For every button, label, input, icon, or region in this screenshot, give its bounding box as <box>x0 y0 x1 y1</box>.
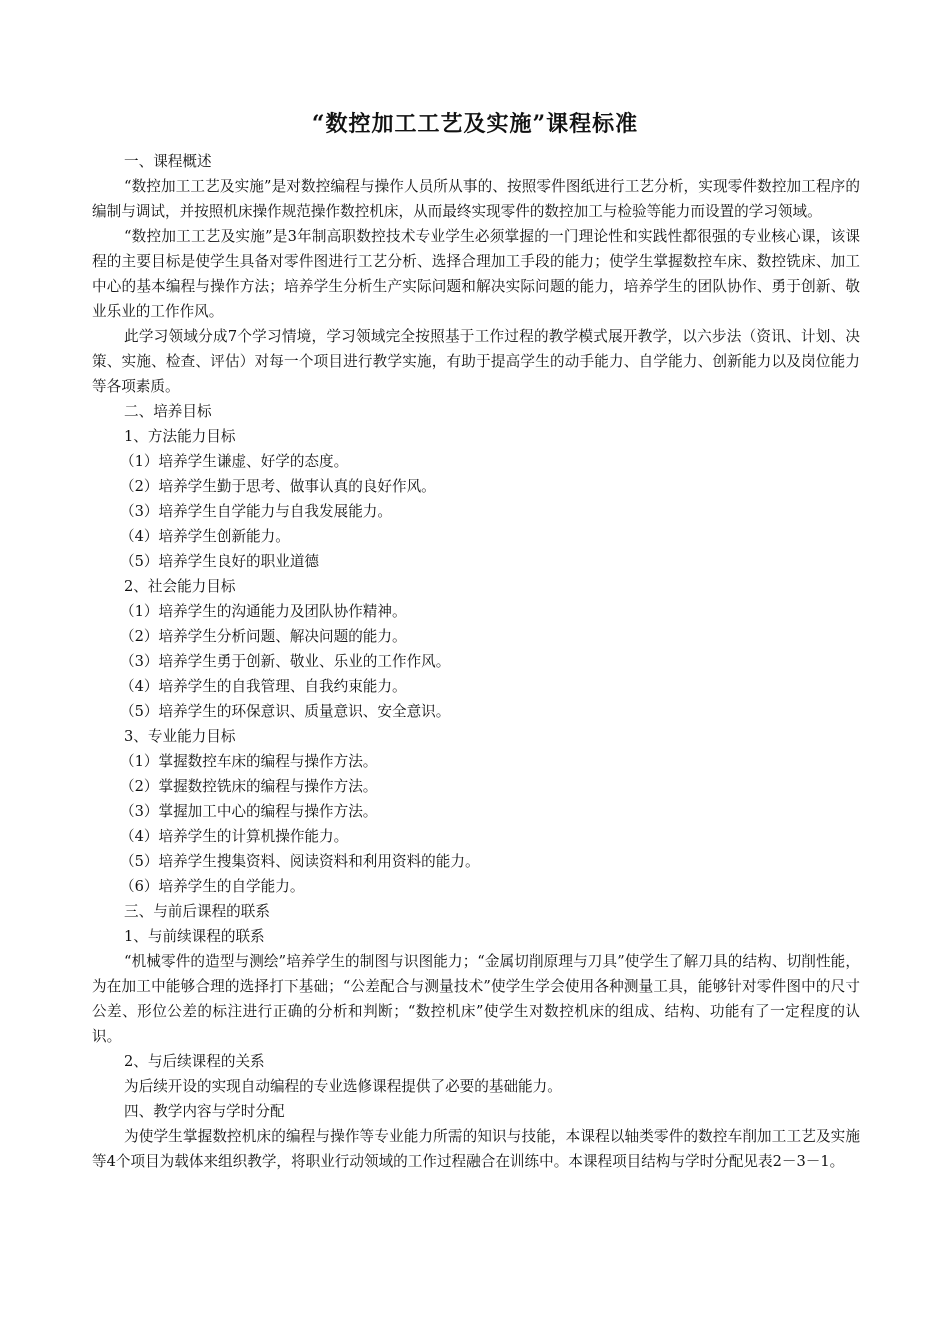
paragraph: “数控加工工艺及实施”是对数控编程与操作人员所从事的、按照零件图纸进行工艺分析，实现零件数控加工程序的编制与调试，并按照机床操作规范操作数控机床，从而最终实现零件的数控加工与检验等能力而设置的学习领域。 <box>92 178 860 220</box>
document-body <box>92 149 860 1174</box>
list-item: （1）培养学生谦虚、好学的态度。 <box>120 453 349 470</box>
paragraph: 为使学生掌握数控机床的编程与操作等专业能力所需的知识与技能，本课程以轴类零件的数控车削加工工艺及实施等4个项目为载体来组织教学，将职业行动领域的工作过程融合在训练中。本课程项目结构与学时分配见表2－3－1。 <box>92 1128 860 1170</box>
list-item: （5）培养学生的环保意识、质量意识、安全意识。 <box>120 703 451 720</box>
subsection-heading: 1、与前续课程的联系 <box>124 928 265 945</box>
list-item: （2）培养学生分析问题、解决问题的能力。 <box>120 628 407 645</box>
subsection-heading: 2、社会能力目标 <box>124 578 236 595</box>
paragraph: 为后续开设的实现自动编程的专业选修课程提供了必要的基础能力。 <box>124 1078 562 1095</box>
subsection-heading: 3、专业能力目标 <box>124 728 236 745</box>
section-heading: 一、课程概述 <box>124 153 212 170</box>
list-item: （6）培养学生的自学能力。 <box>120 878 305 895</box>
paragraph: “机械零件的造型与测绘”培养学生的制图与识图能力；“金属切削原理与刀具”使学生了解刀具的结构、切削性能，为在加工中能够合理的选择打下基础；“公差配合与测量技术”使学生学会使用各种测量工具，能够针对零件图中的尺寸公差、形位公差的标注进行正确的分析和判断；“数控机床”使学生对数控机床的组成、结构、功能有了一定程度的认识。 <box>92 953 860 1045</box>
section-heading: 四、教学内容与学时分配 <box>124 1103 285 1120</box>
list-item: （5）培养学生良好的职业道德 <box>120 553 320 570</box>
list-item: （3）培养学生自学能力与自我发展能力。 <box>120 503 392 520</box>
list-item: （4）培养学生的自我管理、自我约束能力。 <box>120 678 407 695</box>
paragraph: “数控加工工艺及实施”是3年制高职数控技术专业学生必须掌握的一门理论性和实践性都很强的专业核心课，该课程的主要目标是使学生具备对零件图进行工艺分析、选择合理加工手段的能力；使学生掌握数控车床、数控铣床、加工中心的基本编程与操作方法；培养学生分析生产实际问题和解决实际问题的能力，培养学生的团队协作、勇于创新、敬业乐业的工作作风。 <box>92 228 860 320</box>
section-heading: 三、与前后课程的联系 <box>124 903 270 920</box>
subsection-heading: 2、与后续课程的关系 <box>124 1053 265 1070</box>
list-item: （4）培养学生的计算机操作能力。 <box>120 828 349 845</box>
list-item: （1）掌握数控车床的编程与操作方法。 <box>120 753 378 770</box>
subsection-heading: 1、方法能力目标 <box>124 428 236 445</box>
list-item: （2）掌握数控铣床的编程与操作方法。 <box>120 778 378 795</box>
list-item: （2）培养学生勤于思考、做事认真的良好作风。 <box>120 478 436 495</box>
list-item: （3）培养学生勇于创新、敬业、乐业的工作作风。 <box>120 653 451 670</box>
section-heading: 二、培养目标 <box>124 403 212 420</box>
document-title: “数控加工工艺及实施”课程标准 <box>311 111 639 137</box>
list-item: （4）培养学生创新能力。 <box>120 528 290 545</box>
paragraph: 此学习领域分成7个学习情境，学习领域完全按照基于工作过程的教学模式展开教学，以六步法（资讯、计划、决策、实施、检查、评估）对每一个项目进行教学实施，有助于提高学生的动手能力、自学能力、创新能力以及岗位能力等各项素质。 <box>92 328 860 395</box>
list-item: （3）掌握加工中心的编程与操作方法。 <box>120 803 378 820</box>
list-item: （1）培养学生的沟通能力及团队协作精神。 <box>120 603 407 620</box>
list-item: （5）培养学生搜集资料、阅读资料和利用资料的能力。 <box>120 853 480 870</box>
